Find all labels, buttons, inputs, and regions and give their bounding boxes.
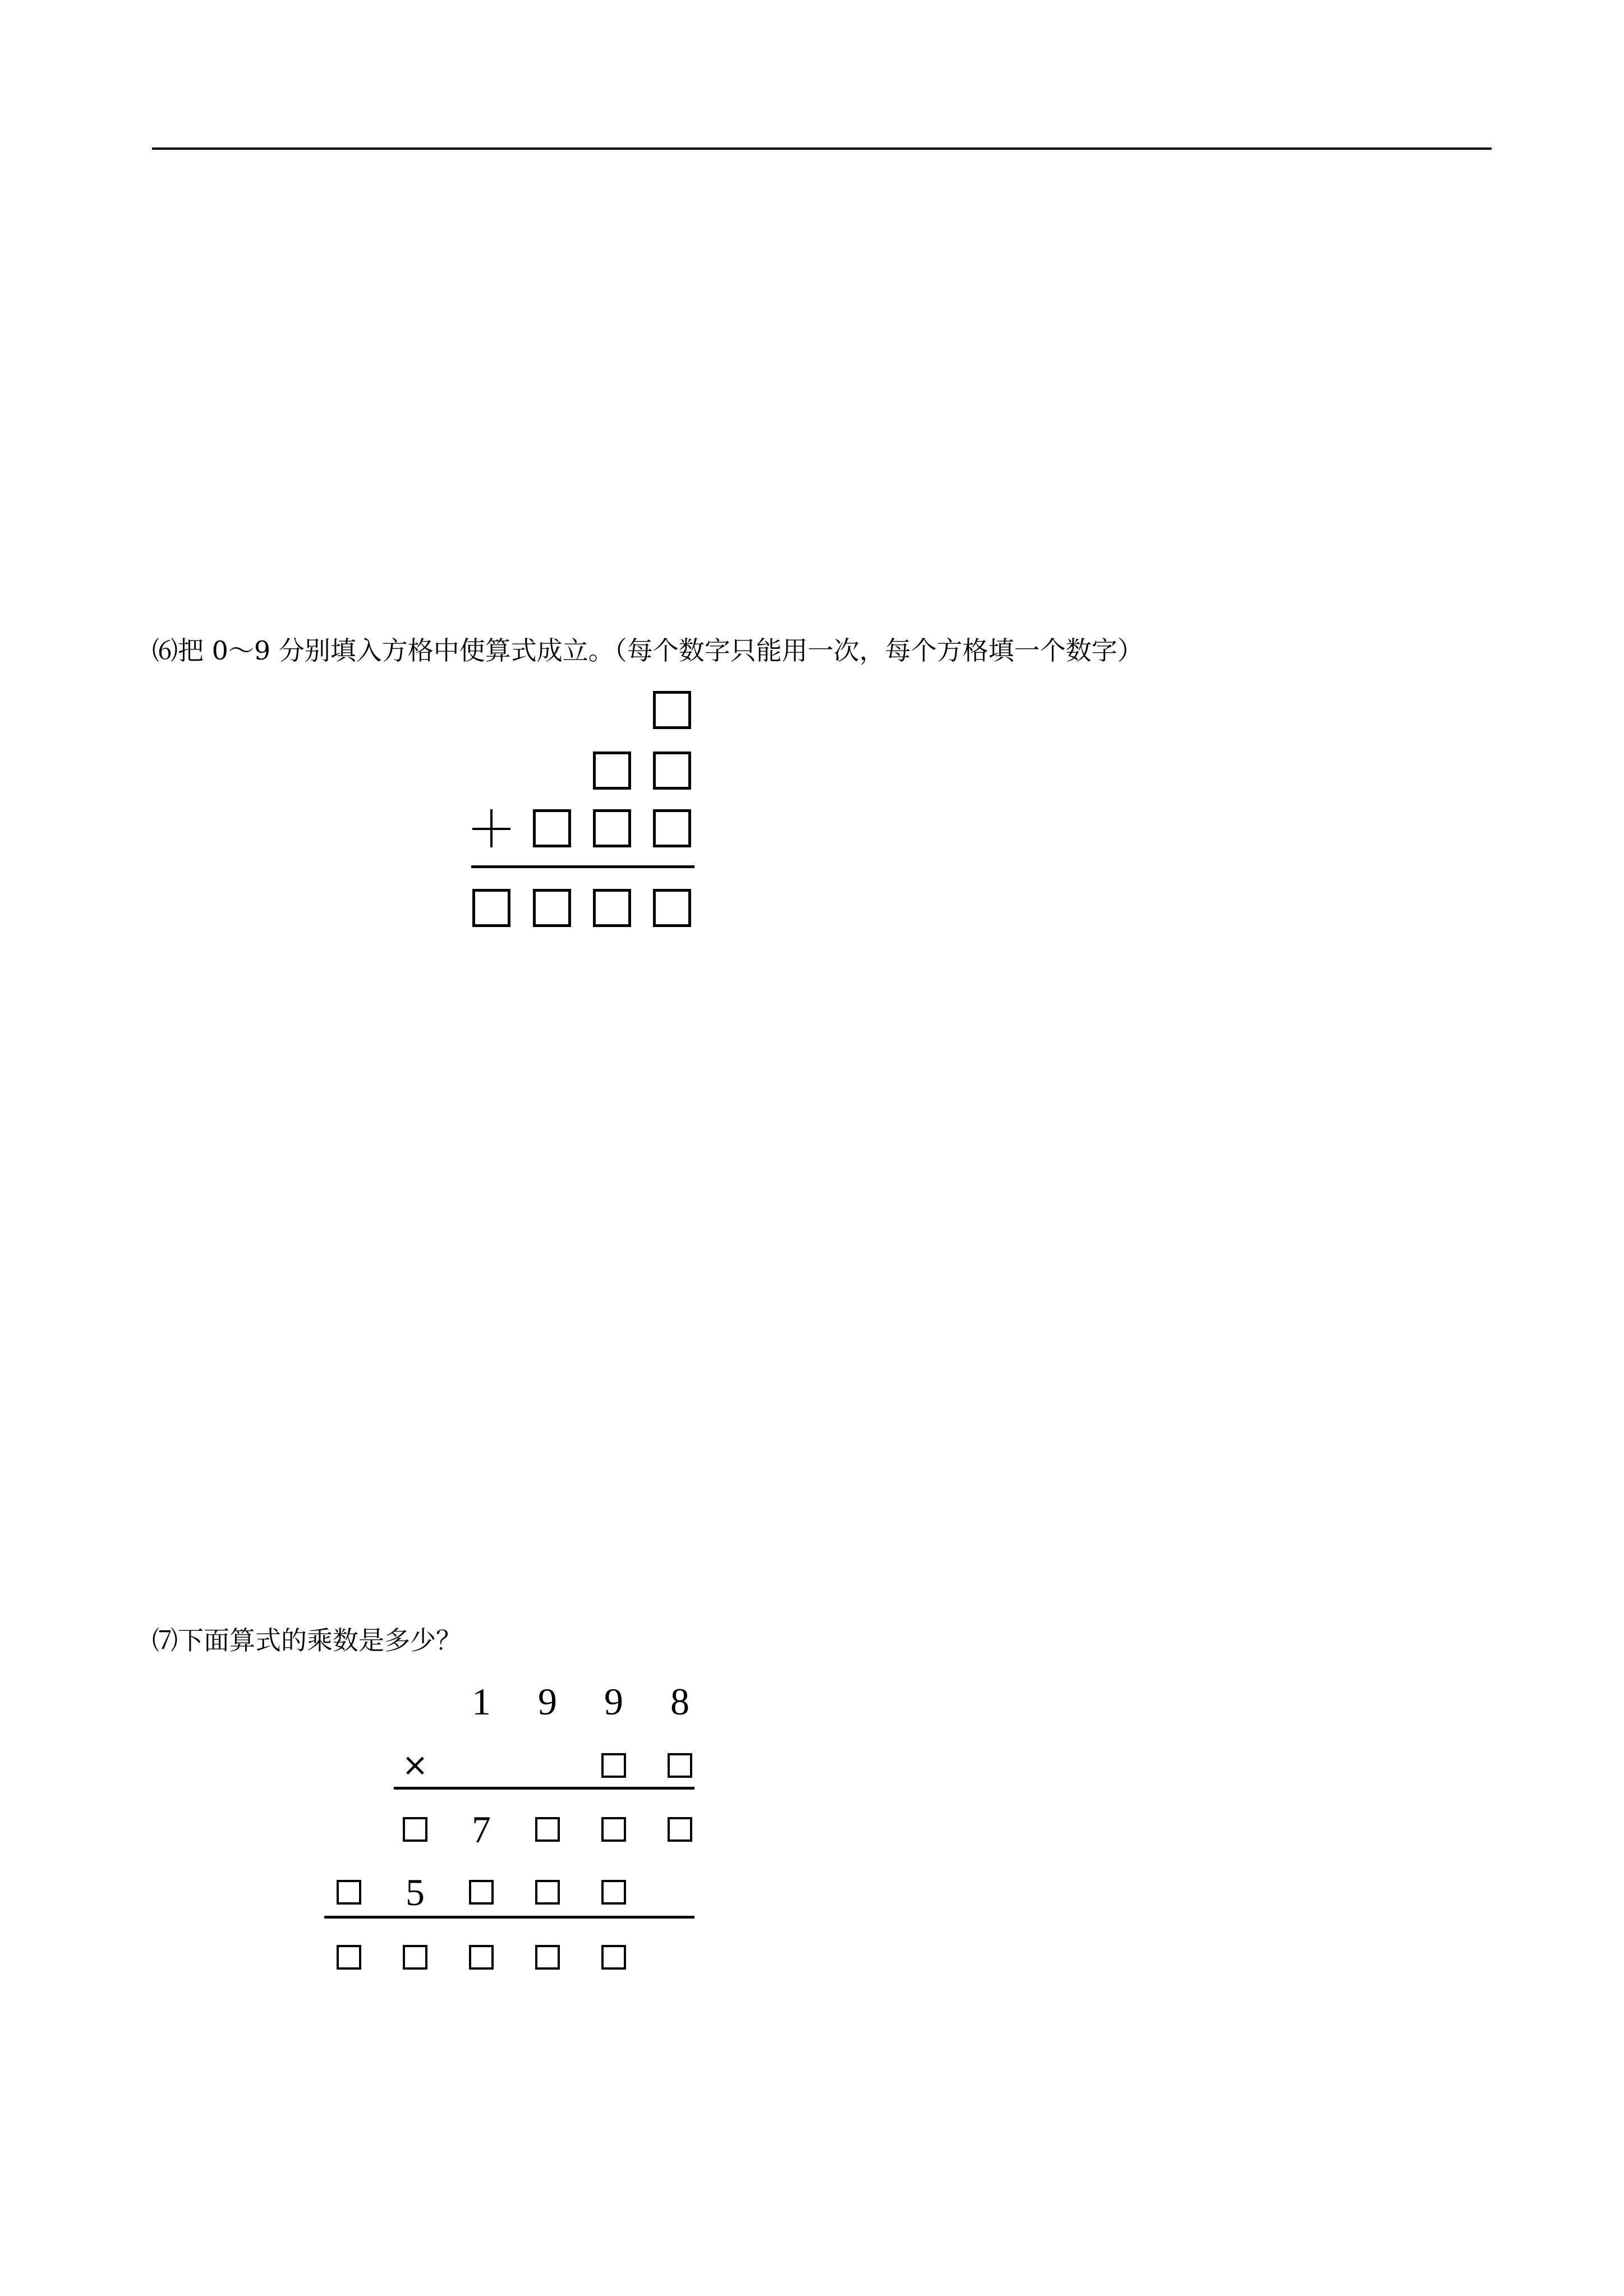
- answer-box[interactable]: [403, 1945, 427, 1970]
- answer-box[interactable]: [601, 1945, 626, 1970]
- answer-box[interactable]: [668, 1817, 692, 1842]
- answer-box[interactable]: [601, 1880, 626, 1905]
- partial-product-digit: 5: [406, 1871, 425, 1914]
- answer-box[interactable]: [653, 809, 691, 847]
- answer-box[interactable]: [653, 751, 691, 790]
- multiplicand-digit: 8: [670, 1680, 689, 1723]
- answer-box[interactable]: [533, 809, 571, 847]
- partial-product-digit: 7: [472, 1808, 491, 1851]
- answer-box[interactable]: [601, 1753, 626, 1778]
- answer-box[interactable]: [593, 889, 631, 927]
- times-sign: ×: [402, 1747, 429, 1783]
- answer-box[interactable]: [535, 1817, 560, 1842]
- answer-box[interactable]: [593, 751, 631, 790]
- question-7-prompt: ⑺下面算式的乘数是多少？: [152, 1625, 462, 1656]
- total-rule: [324, 1916, 694, 1919]
- multiplicand-digit: 9: [538, 1680, 557, 1723]
- plus-sign: [472, 809, 510, 847]
- answer-box[interactable]: [337, 1945, 361, 1970]
- answer-box[interactable]: [535, 1945, 560, 1970]
- question-6-prompt: ⑹把 0～9 分别填入方格中使算式成立。（每个数字只能用一次，每个方格填一个数字）: [152, 635, 1143, 666]
- multiplicand-digit: 1: [472, 1680, 491, 1723]
- answer-box[interactable]: [535, 1880, 560, 1905]
- answer-box[interactable]: [653, 889, 691, 927]
- answer-box[interactable]: [472, 889, 510, 927]
- answer-box[interactable]: [403, 1817, 427, 1842]
- answer-box[interactable]: [668, 1753, 692, 1778]
- answer-box[interactable]: [601, 1817, 626, 1842]
- answer-box[interactable]: [533, 889, 571, 927]
- answer-box[interactable]: [469, 1880, 494, 1905]
- multiplicand-digit: 9: [604, 1680, 623, 1723]
- answer-box[interactable]: [337, 1880, 361, 1905]
- header-rule: [152, 147, 1492, 150]
- product-rule: [394, 1787, 694, 1790]
- answer-box[interactable]: [653, 691, 691, 729]
- sum-rule: [471, 865, 694, 868]
- answer-box[interactable]: [593, 809, 631, 847]
- answer-box[interactable]: [469, 1945, 494, 1970]
